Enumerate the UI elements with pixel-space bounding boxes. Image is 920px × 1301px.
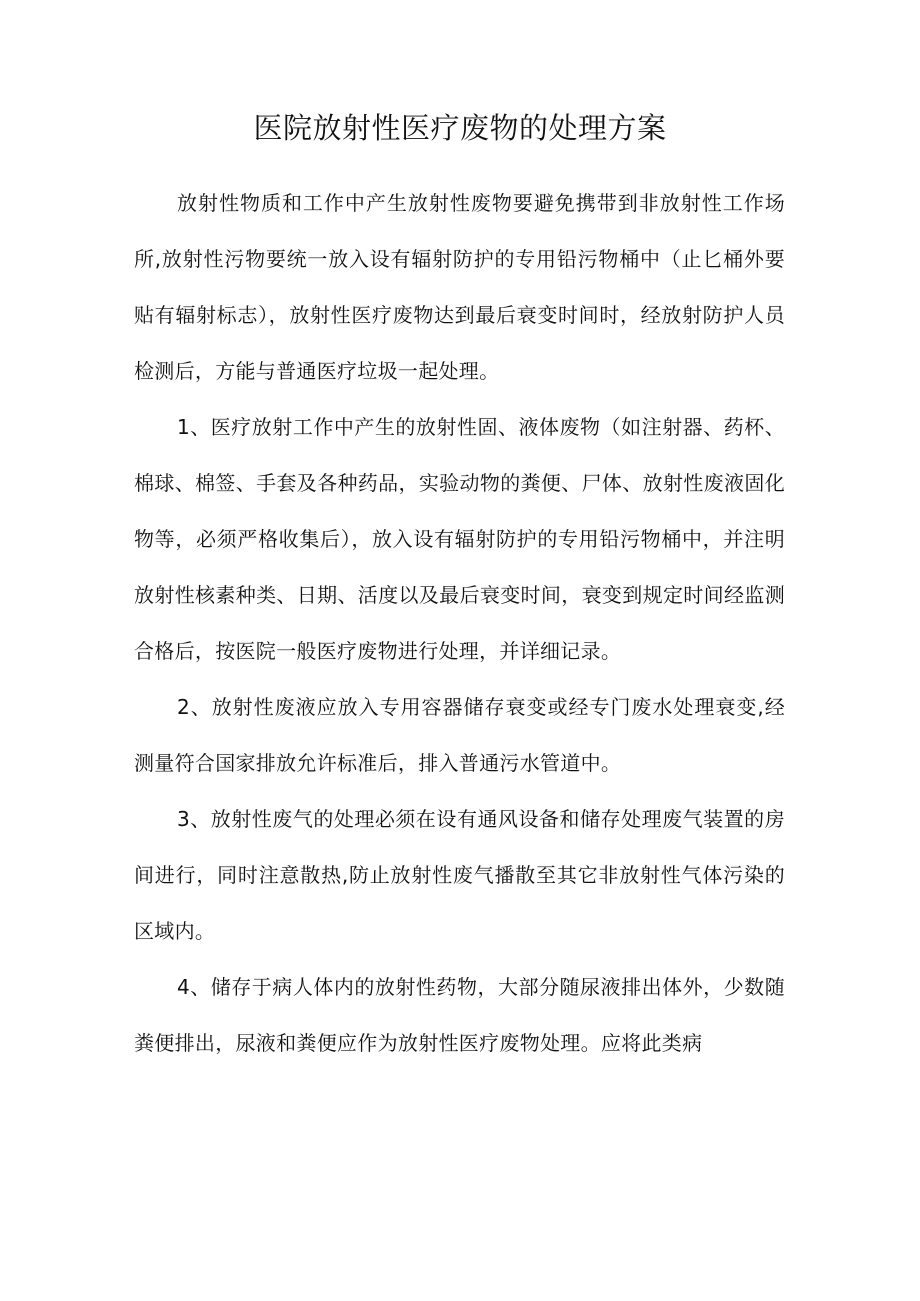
paragraph-item-1: 1、医疗放射工作中产生的放射性固、液体废物（如注射器、药杯、棉球、棉签、手套及各种药品，实验动物的粪便、尸体、放射性废液固化物等，必须严格收集后），放入设有辐射防护的专用铅污物桶中，并注明放射性核素种类、日期、活度以及最后衰变时间，衰变到规定时间经监测合格后，按医院一般医疗废物进行处理，并详细记录。 xyxy=(134,415,785,663)
paragraph-item-4: 4、储存于病人体内的放射性药物，大部分随尿液排出体外，少数随粪便排出，尿液和粪便应作为放射性医疗废物处理。应将此类病 xyxy=(134,975,785,1055)
paragraph-intro: 放射性物质和工作中产生放射性废物要避免携带到非放射性工作场所,放射性污物要统一放入设有辐射防护的专用铅污物桶中（止匕桶外要贴有辐射标志），放射性医疗废物达到最后衰变时间时，经放射防护人员检测后，方能与普通医疗垃圾一起处理。 xyxy=(134,191,785,383)
document-title: 医院放射性医疗废物的处理方案 xyxy=(253,111,667,145)
paragraph-item-3: 3、放射性废气的处理必须在设有通风设备和储存处理废气装置的房间进行，同时注意散热,防止放射性废气播散至其它非放射性气体污染的区域内。 xyxy=(134,807,785,943)
paragraph-item-2: 2、放射性废液应放入专用容器储存衰变或经专门废水处理衰变,经测量符合国家排放允许标准后，排入普通污水管道中。 xyxy=(134,695,785,775)
document-body xyxy=(134,175,785,1071)
